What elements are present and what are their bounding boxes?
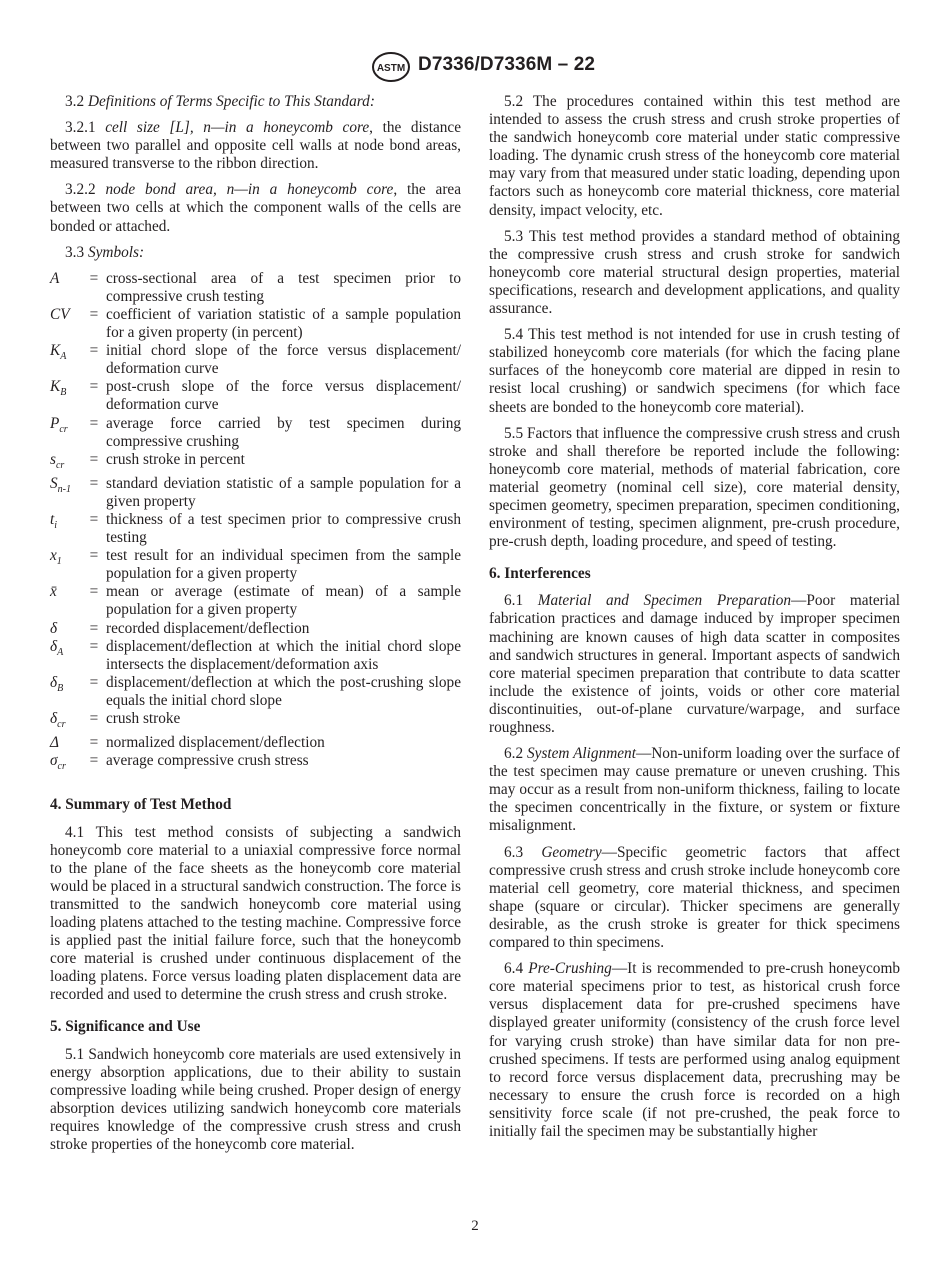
para-text: —Specific geometric factors that affect compressive crush stress and crush stroke include honeycomb core material cell geometry, core material thickness, and specimen shape (square or circular). Thicker specimens are generally desirable, as the crush stroke is greater for thick specimens compared to thin specimens. xyxy=(489,843,900,952)
symbol-definition: average force carried by test specimen during compressive crushing xyxy=(106,414,461,450)
para-3-2-2 xyxy=(50,181,461,235)
symbol-definition: post-crush slope of the force versus displacement/ deformation curve xyxy=(106,378,461,414)
symbol-row xyxy=(50,547,461,583)
symbol: δ xyxy=(50,619,58,637)
page-header xyxy=(0,46,950,86)
para-title: Geometry xyxy=(541,843,602,861)
equals-sign: = xyxy=(89,734,99,752)
section-heading-5: 5. Significance and Use xyxy=(50,1018,201,1036)
symbol-row xyxy=(50,451,461,475)
para-text: —Poor material fabrication practices and damage induced by improper specimen machining are known causes of high data scatter in composites and sandwich structures in general. Important aspects of sandwich core material specimen preparation that contribute to data scatter include the existence of joints, voids or other core material discontinuities, out-of-plane curvature/warpage, and surface roughness. xyxy=(489,592,900,736)
para-3-2-1 xyxy=(50,119,461,173)
symbol: $\delta_A$ xyxy=(50,637,64,658)
page-number: 2 xyxy=(471,1218,479,1234)
equals-sign: = xyxy=(89,414,99,432)
para-text: —It is recommended to pre-crush honeycomb core material specimens prior to test, as historical crush force versus displacement data for pre-crushed specimens have displayed greater uniformity (consistency of the crush force level for varying crush stroke) than have similar data for non pre-crushed specimens. If tests are performed using analog equipment to record force versus displacement data, precrushing may be necessary to ensure the crush force is recorded on a high sensitivity force scale (if not pre-crushed, the peak force to initially fail the specimen may be substantially higher xyxy=(489,960,901,1140)
symbol-definition: cross-sectional area of a test specimen prior to compressive crush testing xyxy=(106,269,461,305)
symbol: $x_1$ xyxy=(50,547,62,568)
equals-sign: = xyxy=(89,619,99,637)
equals-sign: = xyxy=(89,342,99,360)
para-number: 3.3 xyxy=(65,243,85,261)
para-5-5: 5.5 Factors that influence the compressive crush stress and crush stroke and shall therefore be reported include the following: honeycomb core material, methods of material fabrication, core material geometry (nominal cell size), core material density, specimen geometry, specimen preparation, specimen conditioning, environment of testing, specimen alignment, pre-crush procedure, pre-crush depth, loading procedure, and speed of testing. xyxy=(489,424,900,551)
equals-sign: = xyxy=(89,710,99,728)
para-number: 3.2 xyxy=(65,93,85,110)
term: node bond area, n—in a honeycomb core xyxy=(105,181,394,199)
symbol-definition: displacement/deflection at which the post-crushing slope equals the initial chord slope xyxy=(106,673,461,709)
symbol: CV xyxy=(50,305,70,323)
para-title: System Alignment xyxy=(527,745,636,763)
para-3-3 xyxy=(50,244,461,262)
symbol-row xyxy=(50,752,461,776)
para-6-2 xyxy=(489,745,900,835)
symbol-row xyxy=(50,342,461,378)
symbol-row xyxy=(50,583,461,619)
symbol: $\delta_B$ xyxy=(50,673,64,694)
para-6-4 xyxy=(489,960,900,1141)
equals-sign: = xyxy=(89,378,99,396)
astm-logo-text: ASTM xyxy=(376,63,406,74)
symbol-row xyxy=(50,378,461,414)
symbol: $S_{n-1}$ xyxy=(50,474,71,495)
symbol-definition: displacement/deflection at which the initial chord slope intersects the displacement/deformation axis xyxy=(106,637,461,673)
symbol: $K_B$ xyxy=(50,378,67,399)
symbol-row xyxy=(50,674,461,710)
equals-sign: = xyxy=(89,450,99,468)
para-number: 6.3 xyxy=(504,843,524,861)
symbol: $\delta_{cr}$ xyxy=(50,710,66,731)
para-title: Pre-Crushing xyxy=(528,960,612,978)
symbol-row xyxy=(50,620,461,638)
para-title: Material and Specimen Preparation xyxy=(537,592,792,610)
para-4-1: 4.1 This test method consists of subjecting a sandwich honeycomb core material to a uniaxial compressive force normal to the plane of the face sheets as the honeycomb core material would be placed in a structural sandwich construction. The force is transmitted to the sandwich honeycomb core material using loading platens attached to the testing machine. Compressive force is applied past the initial failure force, such that the honeycomb core material is crushed under continuous displacement of the loading platens. Force versus loading platen displacement data are recorded and used to determine the crush stress and crush stroke. xyxy=(50,823,461,1004)
symbol: Δ xyxy=(50,734,59,752)
equals-sign: = xyxy=(89,305,99,323)
para-title: Definitions of Terms Specific to This Standard: xyxy=(87,93,375,110)
equals-sign: = xyxy=(89,583,99,601)
symbol-row xyxy=(50,734,461,752)
symbol-definition: test result for an individual specimen from the sample population for a given property xyxy=(106,547,461,583)
equals-sign: = xyxy=(89,673,99,691)
symbol-definition: normalized displacement/deflection xyxy=(106,734,325,752)
symbol-definition: mean or average (estimate of mean) of a sample population for a given property xyxy=(106,583,461,619)
symbol-row xyxy=(50,511,461,547)
para-5-3: 5.3 This test method provides a standard method of obtaining the compressive crush stress and crush stroke for sandwich honeycomb core material structural design properties, material specifications, research and development applications, and quality assurance. xyxy=(489,227,900,318)
equals-sign: = xyxy=(89,511,99,529)
symbol-row xyxy=(50,306,461,342)
equals-sign: = xyxy=(89,474,99,492)
equals-sign: = xyxy=(89,547,99,565)
left-column xyxy=(50,93,461,1162)
term: cell size [L], n—in a honeycomb core xyxy=(105,119,370,137)
symbol: $t_i$ xyxy=(50,511,58,532)
symbol-definition: standard deviation statistic of a sample population for a given property xyxy=(106,474,461,510)
symbol: $K_A$ xyxy=(50,342,67,363)
symbol-definition: thickness of a test specimen prior to compressive crush testing xyxy=(106,511,461,547)
right-column xyxy=(489,93,900,1149)
symbol: $P_{cr}$ xyxy=(50,414,68,435)
symbol-definition: crush stroke xyxy=(106,710,181,728)
section-heading-4: 4. Summary of Test Method xyxy=(50,796,232,814)
document-id: D7336/D7336M – 22 xyxy=(418,54,596,75)
para-5-4: 5.4 This test method is not intended for use in crush testing of stabilized honeycomb core materials (for which the facing plane surfaces of the honeycomb core material are dipped in resin to resist local crushing) or sandwich specimens (for which face sheets are bonded to the honeycomb core material). xyxy=(489,326,900,416)
para-number: 6.2 xyxy=(504,745,524,763)
symbol-definition: recorded displacement/deflection xyxy=(106,619,310,637)
symbol-definition: initial chord slope of the force versus displacement/ deformation curve xyxy=(106,342,461,378)
para-number: 3.2.2 xyxy=(65,181,96,199)
symbols-table xyxy=(50,270,461,777)
para-3-2 xyxy=(50,93,461,111)
para-5-2: 5.2 The procedures contained within this test method are intended to assess the crush stress and crush stroke properties of the sandwich honeycomb core material under static compressive loading. The dynamic crush stress of the honeycomb core material may vary from that measured under static loading, depending upon factors such as honeycomb core material thickness, core material density, impact velocity, etc. xyxy=(489,93,900,219)
equals-sign: = xyxy=(89,637,99,655)
symbol-row xyxy=(50,710,461,734)
definition-text: , the distance between two parallel and opposite cell walls at node bond areas, measured transverse to the ribbon direction. xyxy=(50,119,461,173)
para-title: Symbols: xyxy=(87,243,145,261)
symbol-row xyxy=(50,270,461,306)
definition-text: , the area between two cells at which the component walls of the cells are bonded or attached. xyxy=(50,181,462,235)
symbol: $s_{cr}$ xyxy=(50,450,65,471)
symbol: A xyxy=(50,269,60,287)
para-number: 3.2.1 xyxy=(65,119,96,137)
symbol-row xyxy=(50,475,461,511)
para-5-1: 5.1 Sandwich honeycomb core materials are used extensively in energy absorption applications, due to their ability to sustain compressive loading while being crushed. Proper design of energy absorption devices utilizing sandwich honeycomb core materials requires knowledge of the compressive crush stress and crush stroke properties of the honeycomb core material. xyxy=(50,1045,461,1154)
symbol-definition: crush stroke in percent xyxy=(106,450,245,468)
section-heading-6: 6. Interferences xyxy=(489,565,591,583)
para-6-3 xyxy=(489,844,900,953)
equals-sign: = xyxy=(89,752,99,770)
equals-sign: = xyxy=(89,269,99,287)
para-number: 6.1 xyxy=(504,592,524,610)
para-6-1 xyxy=(489,592,900,737)
symbol-definition: coefficient of variation statistic of a sample population for a given property (in percent) xyxy=(106,305,461,342)
symbol: x̄ xyxy=(50,583,57,601)
symbol: $\sigma_{cr}$ xyxy=(50,752,66,773)
symbol-row xyxy=(50,638,461,674)
symbol-definition: average compressive crush stress xyxy=(106,752,309,770)
astm-logo-icon xyxy=(372,52,410,82)
para-number: 6.4 xyxy=(504,960,524,978)
para-text: —Non-uniform loading over the surface of the test specimen may cause premature or uneven crushing. This may occur as a result from non-uniform thickness, failing to locate the specimen concentrically in the fixture, or system or fixture misalignment. xyxy=(489,745,900,835)
symbol-row xyxy=(50,415,461,451)
